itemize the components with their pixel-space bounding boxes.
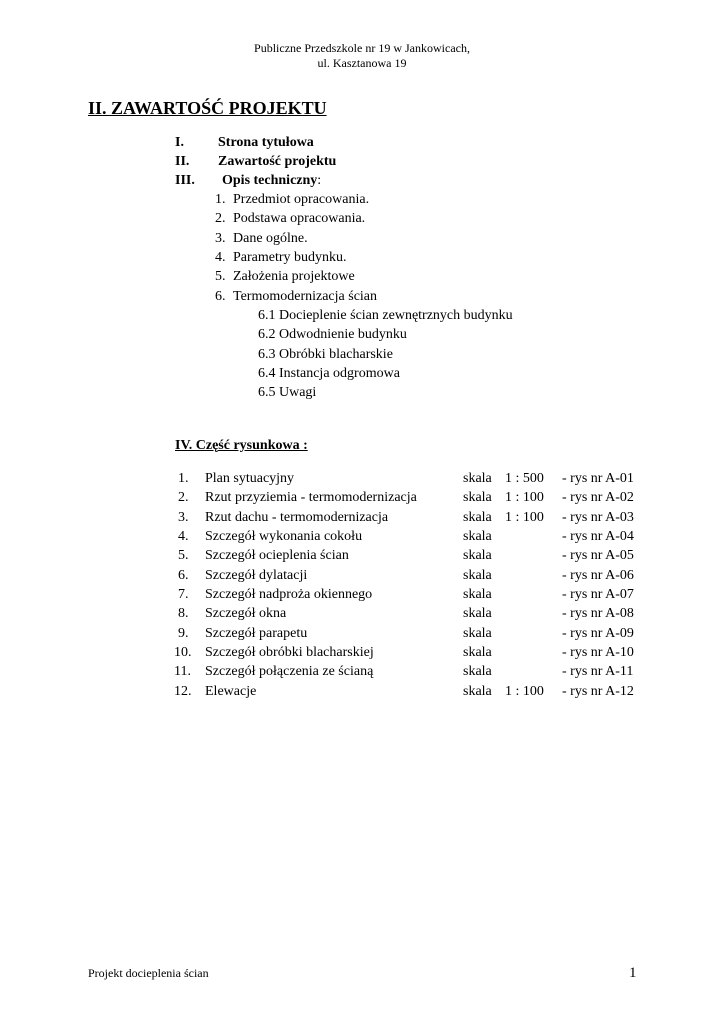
- drawing-scale-label: skala: [463, 529, 492, 544]
- drawing-scale-ratio: 1 : 100: [505, 490, 544, 505]
- drawing-scale-ratio: 1 : 500: [505, 471, 544, 486]
- drawing-name: Szczegół wykonania cokołu: [205, 529, 363, 544]
- drawing-scale-ratio: 1 : 100: [505, 510, 544, 525]
- drawing-number: 1.: [178, 471, 189, 486]
- toc-item-label: Parametry budynku.: [233, 250, 347, 265]
- toc-roman-label: Strona tytułowa: [218, 135, 314, 150]
- drawing-name: Szczegół połączenia ze ścianą: [205, 664, 374, 679]
- drawing-scale-label: skala: [463, 587, 492, 602]
- toc-sub-label: 6.3 Obróbki blacharskie: [258, 347, 393, 362]
- header-line-1: Publiczne Przedszkole nr 19 w Jankowicach,: [254, 41, 470, 55]
- toc-item-number: 3.: [215, 231, 226, 246]
- drawing-sheet-number: - rys nr A-11: [562, 664, 634, 679]
- toc-item-label: Termomodernizacja ścian: [233, 289, 378, 304]
- drawing-number: 9.: [178, 626, 189, 641]
- drawing-number: 5.: [178, 548, 189, 563]
- drawing-name: Szczegół parapetu: [205, 626, 308, 641]
- drawing-sheet-number: - rys nr A-02: [562, 490, 634, 505]
- drawing-number: 8.: [178, 606, 189, 621]
- toc-item-label: Dane ogólne.: [233, 231, 308, 246]
- drawing-scale-ratio: 1 : 100: [505, 684, 544, 699]
- page-number: 1: [629, 965, 637, 981]
- drawing-number: 12.: [174, 684, 192, 699]
- drawing-name: Plan sytuacyjny: [205, 471, 295, 486]
- drawing-sheet-number: - rys nr A-08: [562, 606, 634, 621]
- drawing-scale-label: skala: [463, 626, 492, 641]
- toc-roman-number: III.: [175, 173, 195, 188]
- drawing-scale-label: skala: [463, 548, 492, 563]
- toc-item-number: 1.: [215, 192, 226, 207]
- toc-roman-label: Zawartość projektu: [218, 154, 337, 169]
- drawing-scale-label: skala: [463, 645, 492, 660]
- drawing-sheet-number: - rys nr A-04: [562, 529, 634, 544]
- toc-item-label: Przedmiot opracowania.: [233, 192, 370, 207]
- drawing-name: Rzut dachu - termomodernizacja: [205, 510, 389, 525]
- toc-sub-label: 6.5 Uwagi: [258, 385, 317, 400]
- drawing-name: Szczegół dylatacji: [205, 568, 308, 583]
- toc-roman-label-wrap: [222, 171, 321, 190]
- drawing-number: 2.: [178, 490, 189, 505]
- toc-item-number: 6.: [215, 289, 226, 304]
- drawing-number: 6.: [178, 568, 189, 583]
- toc-item-label: Podstawa opracowania.: [233, 211, 366, 226]
- toc-item-number: 2.: [215, 211, 226, 226]
- drawing-sheet-number: - rys nr A-12: [562, 684, 634, 699]
- drawing-scale-label: skala: [463, 606, 492, 621]
- drawing-sheet-number: - rys nr A-06: [562, 568, 634, 583]
- drawing-scale-label: skala: [463, 490, 492, 505]
- drawing-scale-label: skala: [463, 471, 492, 486]
- page-header: [0, 41, 724, 71]
- drawing-sheet-number: - rys nr A-05: [562, 548, 634, 563]
- toc-item-label: Założenia projektowe: [233, 269, 355, 284]
- drawing-sheet-number: - rys nr A-10: [562, 645, 634, 660]
- drawing-sheet-number: - rys nr A-03: [562, 510, 634, 525]
- toc-item-number: 4.: [215, 250, 226, 265]
- drawing-number: 7.: [178, 587, 189, 602]
- drawing-number: 10.: [174, 645, 192, 660]
- toc-sub-label: 6.4 Instancja odgromowa: [258, 366, 400, 381]
- toc-item-number: 5.: [215, 269, 226, 284]
- section-title: II. ZAWARTOŚĆ PROJEKTU: [88, 98, 327, 118]
- toc-roman-number: I.: [175, 135, 184, 150]
- drawings-title: IV. Część rysunkowa :: [175, 438, 308, 453]
- drawing-name: Szczegół ocieplenia ścian: [205, 548, 349, 563]
- drawing-sheet-number: - rys nr A-09: [562, 626, 634, 641]
- toc-roman-number: II.: [175, 154, 190, 169]
- drawing-scale-label: skala: [463, 664, 492, 679]
- drawing-scale-label: skala: [463, 510, 492, 525]
- drawing-scale-label: skala: [463, 684, 492, 699]
- drawing-name: Szczegół obróbki blacharskiej: [205, 645, 374, 660]
- drawing-name: Rzut przyziemia - termomodernizacja: [205, 490, 417, 505]
- drawing-sheet-number: - rys nr A-07: [562, 587, 634, 602]
- drawing-name: Elewacje: [205, 684, 257, 699]
- drawing-number: 4.: [178, 529, 189, 544]
- drawing-sheet-number: - rys nr A-01: [562, 471, 634, 486]
- footer-title: Projekt docieplenia ścian: [88, 966, 209, 980]
- toc-sub-label: 6.2 Odwodnienie budynku: [258, 327, 407, 342]
- toc-roman-label: Opis techniczny: [222, 173, 318, 188]
- drawing-name: Szczegół nadproża okiennego: [205, 587, 373, 602]
- toc-roman-suffix: :: [317, 173, 322, 188]
- header-line-2: ul. Kasztanowa 19: [317, 56, 407, 70]
- drawing-scale-label: skala: [463, 568, 492, 583]
- toc-sub-label: 6.1 Docieplenie ścian zewnętrznych budynku: [258, 308, 513, 323]
- drawing-number: 11.: [174, 664, 191, 679]
- drawing-number: 3.: [178, 510, 189, 525]
- drawing-name: Szczegół okna: [205, 606, 287, 621]
